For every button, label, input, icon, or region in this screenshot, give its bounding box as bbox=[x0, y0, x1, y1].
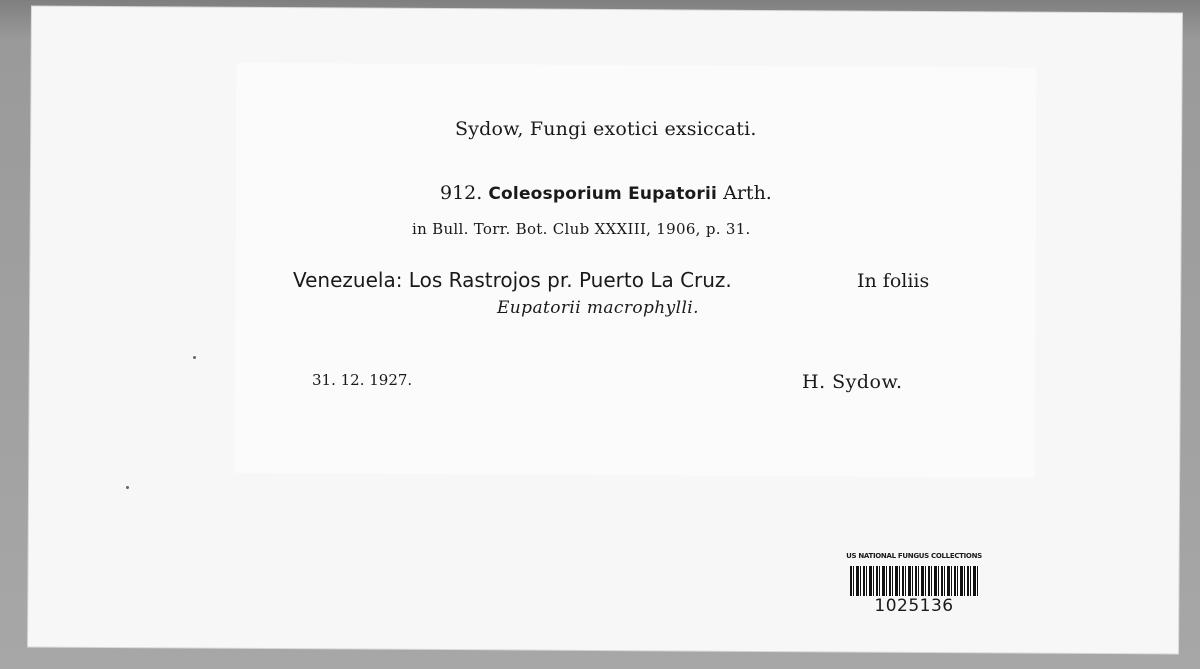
herbarium-sheet bbox=[28, 6, 1182, 653]
locality: Venezuela: Los Rastrojos pr. Puerto La Cruz. bbox=[293, 268, 732, 292]
habitat: In foliis bbox=[857, 270, 930, 292]
host-name: Eupatorii macrophylli. bbox=[497, 298, 699, 318]
barcode-title: US NATIONAL FUNGUS COLLECTIONS bbox=[846, 552, 982, 560]
speck bbox=[126, 486, 129, 489]
barcode-icon bbox=[850, 566, 980, 596]
speck bbox=[193, 356, 196, 359]
collector: H. Sydow. bbox=[802, 371, 903, 393]
barcode-number: 1025136 bbox=[874, 596, 954, 616]
citation: in Bull. Torr. Bot. Club XXXIII, 1906, p. 31. bbox=[412, 220, 751, 238]
collection-date: 31. 12. 1927. bbox=[312, 371, 413, 389]
species-number: 912. bbox=[440, 182, 483, 204]
label-header: Sydow, Fungi exotici exsiccati. bbox=[455, 118, 757, 140]
species-authority: Arth. bbox=[723, 182, 772, 204]
barcode-label bbox=[840, 552, 988, 622]
species-line bbox=[440, 182, 772, 204]
species-name: Coleosporium Eupatorii bbox=[488, 184, 718, 204]
